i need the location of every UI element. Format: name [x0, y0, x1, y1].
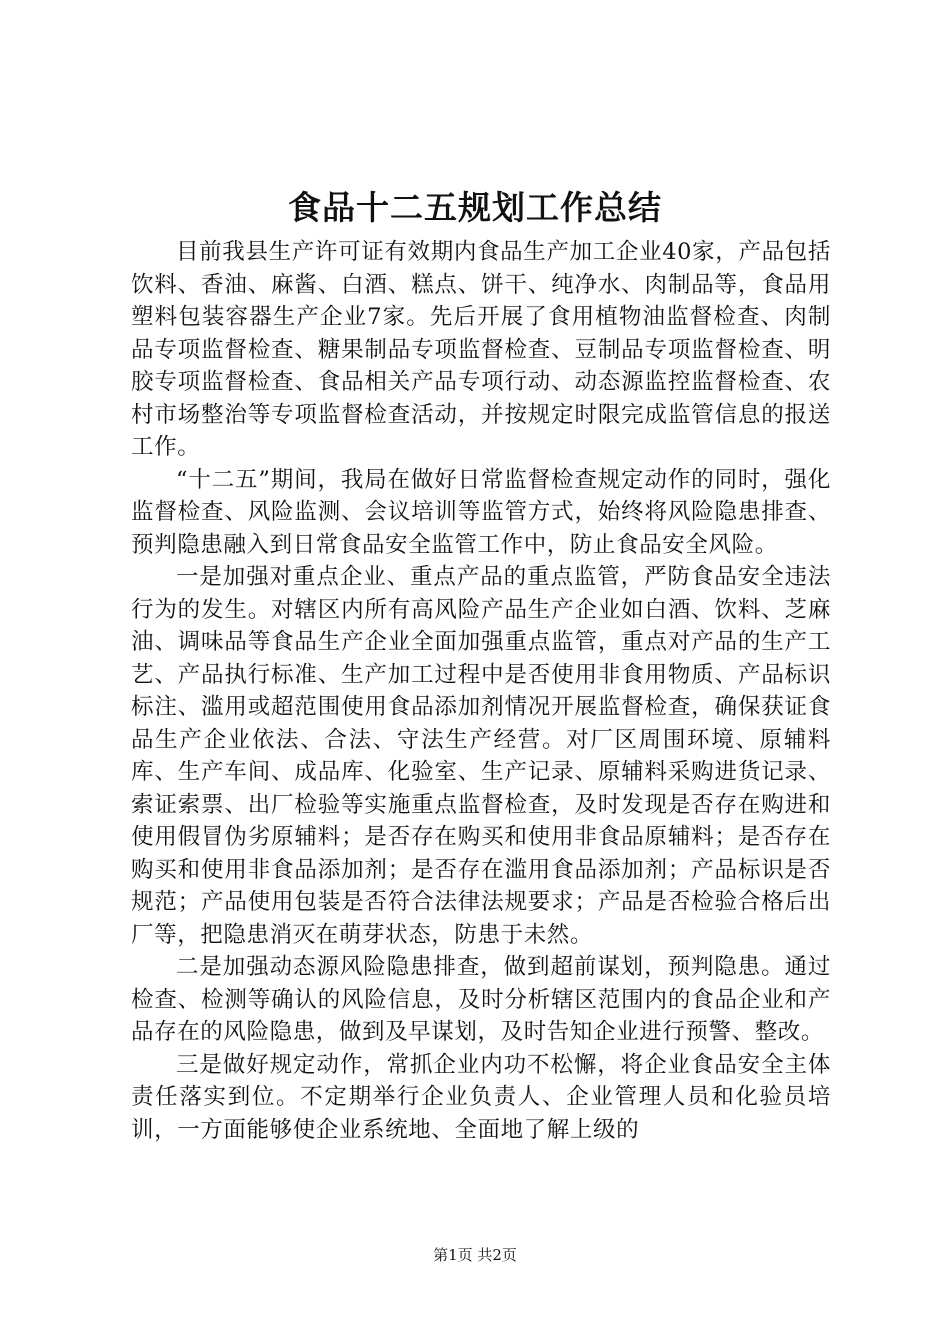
paragraph-2: “十二五”期间，我局在做好日常监督检查规定动作的同时，强化监督检查、风险监测、会议培训等监管方式，始终将风险隐患排查、预判隐患融入到日常食品安全监管工作中，防止食品安全风险。	[131, 466, 831, 558]
paragraph-5: 三是做好规定动作，常抓企业内功不松懈，将企业食品安全主体责任落实到位。不定期举行企业负责人、企业管理人员和化验员培训，一方面能够使企业系统地、全面地了解上级的	[131, 1051, 831, 1143]
paragraph-1: 目前我县生产许可证有效期内食品生产加工企业40家，产品包括饮料、香油、麻酱、白酒、糕点、饼干、纯净水、肉制品等，食品用塑料包装容器生产企业7家。先后开展了食用植物油监督检查、肉制品专项监督检查、糖果制品专项监督检查、豆制品专项监督检查、明胶专项监督检查、食品相关产品专项行动、动态源监控监督检查、农村市场整治等专项监督检查活动，并按规定时限完成监管信息的报送工作。	[131, 239, 831, 460]
page-number-footer: 第1页 共2页	[433, 1246, 517, 1264]
document-title: 食品十二五规划工作总结	[288, 188, 662, 227]
paragraph-4: 二是加强动态源风险隐患排查，做到超前谋划，预判隐患。通过检查、检测等确认的风险信息，及时分析辖区范围内的食品企业和产品存在的风险隐患，做到及早谋划，及时告知企业进行预警、整改。	[131, 954, 831, 1045]
paragraph-3: 一是加强对重点企业、重点产品的重点监管，严防食品安全违法行为的发生。对辖区内所有高风险产品生产企业如白酒、饮料、芝麻油、调味品等食品生产企业全面加强重点监管，重点对产品的生产工艺、产品执行标准、生产加工过程中是否使用非食用物质、产品标识标注、滥用或超范围使用食品添加剂情况开展监督检查，确保获证食品生产企业依法、合法、守法生产经营。对厂区周围环境、原辅料库、生产车间、成品库、化验室、生产记录、原辅料采购进货记录、索证索票、出厂检验等实施重点监督检查，及时发现是否存在购进和使用假冒伪劣原辅料；是否存在购买和使用非食品原辅料；是否存在购买和使用非食品添加剂；是否存在滥用食品添加剂；产品标识是否规范；产品使用包装是否符合法律法规要求；产品是否检验合格后出厂等，把隐患消灭在萌芽状态，防患于未然。	[131, 564, 831, 948]
document-body	[131, 236, 831, 1146]
